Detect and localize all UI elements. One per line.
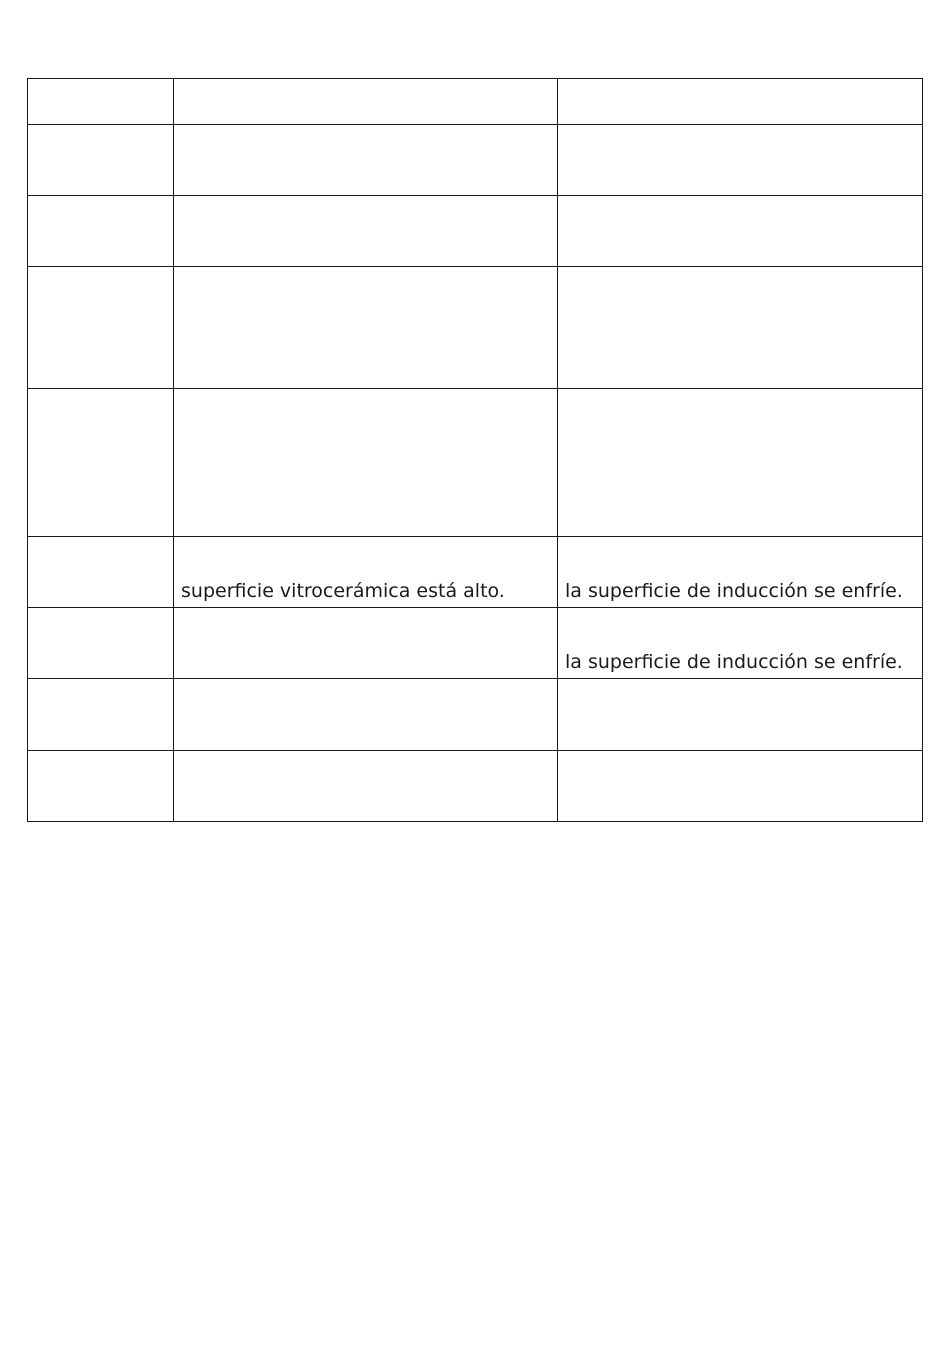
table-cell	[558, 751, 923, 822]
table-row	[28, 608, 923, 679]
table-row	[28, 79, 923, 125]
table-cell	[174, 751, 558, 822]
table-cell	[174, 608, 558, 679]
table-cell	[174, 389, 558, 537]
table-cell	[174, 196, 558, 267]
table-row	[28, 267, 923, 389]
table-cell	[558, 389, 923, 537]
document-table	[27, 78, 923, 822]
table-cell	[558, 679, 923, 751]
table-cell	[28, 267, 174, 389]
table-cell	[28, 751, 174, 822]
table-row	[28, 389, 923, 537]
table-cell: la superficie de inducción se enfríe.	[558, 608, 923, 679]
table-cell	[28, 196, 174, 267]
table-cell	[28, 608, 174, 679]
table-cell	[174, 679, 558, 751]
table-cell: superficie vitrocerámica está alto.	[174, 537, 558, 608]
table-cell	[28, 79, 174, 125]
table-cell: la superficie de inducción se enfríe.	[558, 537, 923, 608]
table-cell	[174, 267, 558, 389]
table-row	[28, 537, 923, 608]
table-cell	[558, 267, 923, 389]
table-cell	[28, 125, 174, 196]
table-cell	[174, 79, 558, 125]
table-row	[28, 679, 923, 751]
table-cell	[28, 389, 174, 537]
table-row	[28, 125, 923, 196]
table-cell	[558, 196, 923, 267]
table-cell	[28, 679, 174, 751]
table-cell	[174, 125, 558, 196]
table-cell	[28, 537, 174, 608]
table-cell	[558, 125, 923, 196]
table-row	[28, 196, 923, 267]
table-row	[28, 751, 923, 822]
table-cell	[558, 79, 923, 125]
